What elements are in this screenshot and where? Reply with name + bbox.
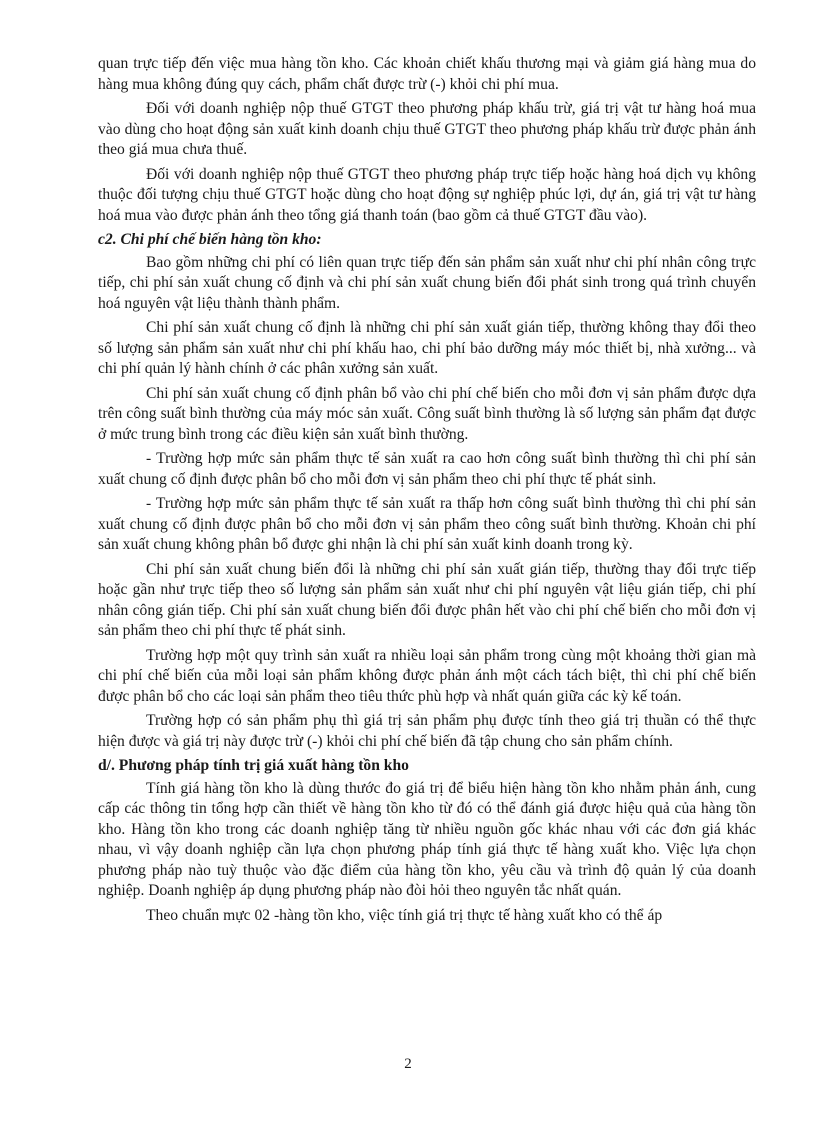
paragraph-c2-5: - Trường hợp mức sản phẩm thực tế sản xuất ra thấp hơn công suất bình thường thì chi phí sản xuất chung cố định được phân bổ cho mỗi đơn vị sản phẩm theo công suất bình thường. Khoản chi phí sản xuất chung không phân bổ được ghi nhận là chi phí sản xuất kinh doanh trong kỳ. (98, 495, 756, 553)
paragraph-c2-1: Bao gồm những chi phí có liên quan trực tiếp đến sản phẩm sản xuất như chi phí nhân công trực tiếp, chi phí sản xuất chung cố định và chi phí sản xuất chung biến đổi phát sinh trong quá trình chuyển hoá nguyên vật liệu thành thành phẩm. (98, 253, 756, 312)
paragraph-intro: quan trực tiếp đến việc mua hàng tồn kho. Các khoản chiết khấu thương mại và giảm giá hàng mua do hàng mua không đúng quy cách, phẩm chất được trừ (-) khỏi chi phí mua. (98, 55, 756, 93)
paragraph-c2-8: Trường hợp có sản phẩm phụ thì giá trị sản phẩm phụ được tính theo giá trị thuần có thể thực hiện được và giá trị này được trừ (-) khỏi chi phí chế biến đã tập chung cho sản phẩm chính. (98, 712, 756, 750)
paragraph-truc-tiep: Đối với doanh nghiệp nộp thuế GTGT theo phương pháp trực tiếp hoặc hàng hoá dịch vụ không thuộc đối tượng chịu thuế GTGT hoặc dùng cho hoạt động sự nghiệp phúc lợi, dự án, giá trị vật tư hàng hoá mua vào được phản ánh theo tổng giá thanh toán (bao gồm cả thuế GTGT đầu vào). (98, 165, 756, 224)
paragraph-c2-4: - Trường hợp mức sản phẩm thực tế sản xuất ra cao hơn công suất bình thường thì chi phí sản xuất chung cố định được phân bổ cho mỗi đơn vị sản phẩm theo chi phí thực tế phát sinh. (98, 450, 756, 488)
paragraph-c2-3: Chi phí sản xuất chung cố định phân bổ vào chi phí chế biến cho mỗi đơn vị sản phẩm được dựa trên công suất bình thường của máy móc sản xuất. Công suất bình thường là số lượng sản phẩm đạt được ở mức trung bình trong các điều kiện sản xuất bình thường. (98, 384, 756, 443)
document-page (98, 54, 756, 930)
page-number: 2 (404, 1056, 412, 1072)
paragraph-d-1: Tính giá hàng tồn kho là dùng thước đo giá trị để biểu hiện hàng tồn kho nhằm phản ánh, cung cấp các thông tin tổng hợp cần thiết về hàng tồn kho từ đó có thể đánh giá được hiệu quả của hàng tồn kho. Hàng tồn kho trong các doanh nghiệp tăng từ nhiều nguồn gốc khác nhau với các đơn giá khác nhau, vì vậy doanh nghiệp cần lựa chọn phương pháp tính giá thực tế hàng xuất kho. Việc lựa chọn phương pháp nào tuỳ thuộc vào đặc điểm của hàng tồn kho, yêu cầu và trình độ quản lý của doanh nghiệp. Doanh nghiệp áp dụng phương pháp nào đòi hỏi theo nguyên tắc nhất quán. (98, 779, 756, 899)
paragraph-c2-6: Chi phí sản xuất chung biến đổi là những chi phí sản xuất gián tiếp, thường thay đổi trực tiếp hoặc gần như trực tiếp theo số lượng sản phẩm sản xuất như chi phí nguyên vật liệu gián tiếp, chi phí nhân công gián tiếp. Chi phí sản xuất chung biến đổi được phân hết vào chi phí chế biến cho mỗi đơn vị sản phẩm theo chi phí thực tế phát sinh. (98, 560, 756, 639)
heading-c2: c2. Chi phí chế biến hàng tồn kho: (98, 231, 322, 248)
paragraph-d-2: Theo chuẩn mực 02 -hàng tồn kho, việc tính giá trị thực tế hàng xuất kho có thể áp (146, 906, 663, 924)
paragraph-khau-tru: Đối với doanh nghiệp nộp thuế GTGT theo phương pháp khấu trừ, giá trị vật tư hàng hoá mua vào dùng cho hoạt động sản xuất kinh doanh chịu thuế GTGT theo phương pháp khấu trừ được phản ánh theo giá mua chưa thuế. (98, 100, 756, 158)
paragraph-c2-7: Trường hợp một quy trình sản xuất ra nhiều loại sản phẩm trong cùng một khoảng thời gian mà chi phí chế biến của mỗi loại sản phẩm không được phản ánh một cách tách biệt, thì chi phí chế biến được phân bổ cho các loại sản phẩm theo tiêu thức phù hợp và nhất quán giữa các kỳ kế toán. (98, 646, 756, 705)
paragraph-c2-2: Chi phí sản xuất chung cố định là những chi phí sản xuất gián tiếp, thường không thay đổi theo số lượng sản phẩm sản xuất như chi phí khấu hao, chi phí bảo dưỡng máy móc thiết bị, nhà xưởng... và chi phí quản lý hành chính ở các phân xưởng sản xuất. (98, 319, 756, 377)
heading-d: d/. Phương pháp tính trị giá xuất hàng tồn kho (98, 757, 409, 774)
